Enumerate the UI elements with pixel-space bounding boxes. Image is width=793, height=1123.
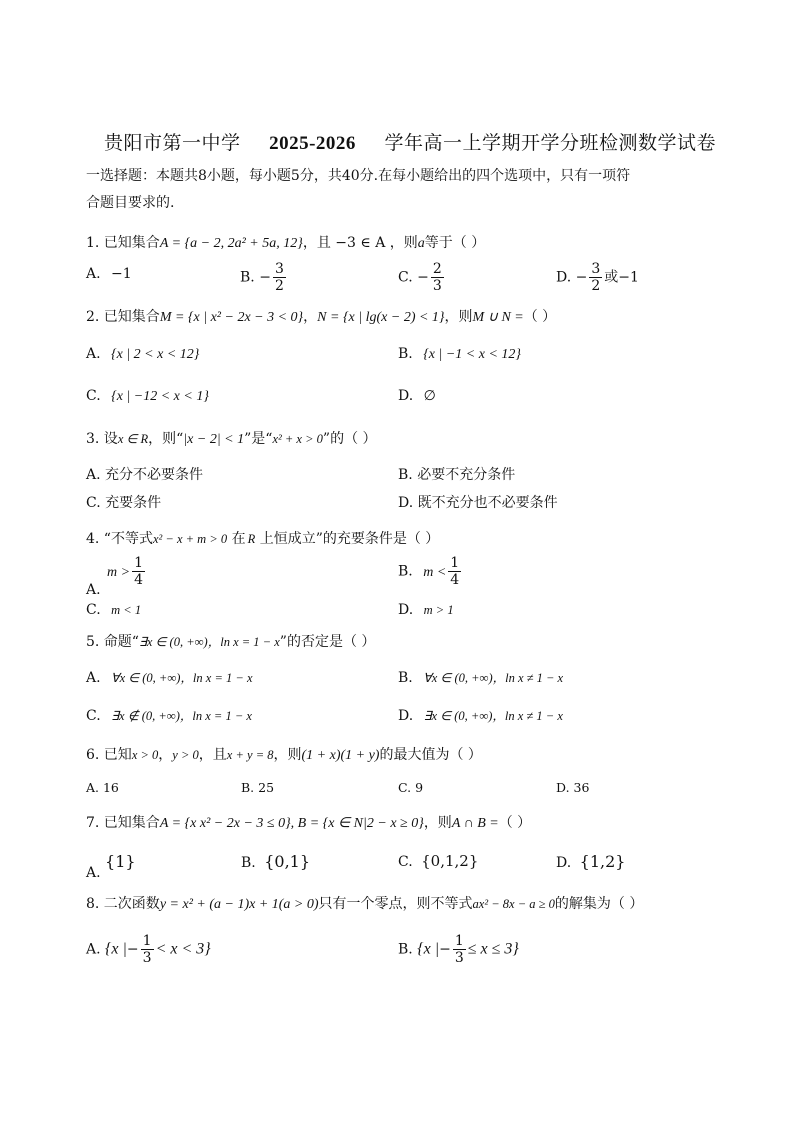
q8-b-num: 1 — [454, 933, 464, 949]
instructions-line1: 一选择题：本题共8小题，每小题5分，共40分.在每小题给出的四个选项中，只有一项符 — [86, 168, 631, 184]
q1-b-label: B. — [240, 269, 255, 286]
q7-suffix: （ ） — [498, 815, 532, 831]
q8-a-open: {x | — [105, 940, 127, 958]
q7-expr2: A ∩ B = — [451, 816, 499, 831]
q2-prefix: 2. 已知集合 — [86, 309, 160, 325]
question-2 — [86, 306, 556, 326]
q4-mid: 在 — [231, 531, 246, 547]
q5-suffix: ”的否定是（ ） — [279, 634, 376, 650]
q4-b-num: 1 — [450, 555, 460, 571]
q1-d-den: 2 — [591, 278, 601, 294]
q7-prefix: 7. 已知集合 — [86, 815, 160, 831]
q7-a-label: A. — [86, 865, 101, 881]
q1-b-den: 2 — [274, 278, 284, 294]
q8-expr: y = x² + (a − 1)x + 1(a > 0) — [159, 897, 319, 912]
q7-option-c[interactable] — [398, 852, 478, 870]
q1-c-label: C. — [398, 269, 413, 286]
q6-e2: y > 0 — [172, 748, 199, 762]
q1-set: A = {a − 2, 2a² + 5a, 12} — [159, 236, 303, 251]
q5-c-label: C. — [86, 708, 101, 724]
q7-d-label: D. — [556, 855, 572, 871]
q8-prefix: 8. 二次函数 — [86, 896, 160, 912]
q5-b-label: B. — [398, 670, 413, 686]
q7-a-value: {1} — [105, 852, 136, 871]
q6-prefix: 6. 已知 — [86, 747, 132, 763]
q7-mid: ，则 — [423, 815, 452, 831]
q1-c-num: 2 — [432, 261, 442, 277]
q8-expr2: ax² − 8x − a ≥ 0 — [472, 897, 555, 911]
q1-c-sign: − — [417, 269, 429, 286]
q2-d-value: ∅ — [423, 388, 436, 404]
q8-b-den: 3 — [454, 950, 464, 966]
q2-c-label: C. — [86, 388, 101, 404]
q7-c-label: C. — [398, 854, 413, 870]
q6-e3: x + y = 8 — [226, 748, 274, 762]
q3-option-b[interactable]: B. 必要不充分条件 — [398, 467, 516, 483]
q1-c-den: 3 — [432, 278, 442, 294]
q4-expr: x² − x + m > 0 — [152, 532, 228, 546]
q8-a-tail: < x < 3} — [155, 940, 211, 958]
question-4 — [86, 528, 439, 548]
q3-suffix: ”的（ ） — [322, 431, 377, 447]
q8-option-b[interactable] — [398, 934, 519, 965]
title-rest: 学年高一上学期开学分班检测数学试卷 — [384, 132, 716, 154]
title-school: 贵阳市第一中学 — [104, 132, 241, 154]
q8-b-open: {x | — [417, 940, 440, 958]
q7-option-b[interactable] — [241, 852, 310, 871]
q1-d-num: 3 — [591, 261, 601, 277]
q4-c-label: C. — [86, 602, 101, 618]
q5-d-label: D. — [398, 708, 414, 724]
question-8 — [86, 893, 643, 913]
q4-d-label: D. — [398, 602, 414, 618]
q6-option-c[interactable]: C. 9 — [398, 780, 424, 795]
q8-a-sign: − — [126, 941, 139, 958]
instructions-line2: 合题目要求的. — [86, 195, 175, 211]
q6-suffix: 的最大值为（ ） — [379, 747, 482, 763]
question-6 — [86, 744, 482, 764]
q1-option-b[interactable] — [240, 262, 288, 293]
q2-c-value: {x | −12 < x < 1} — [111, 389, 209, 404]
page-title — [104, 128, 716, 155]
q5-option-b[interactable] — [398, 668, 563, 686]
q4-option-a[interactable] — [86, 555, 147, 598]
q4-option-c[interactable] — [86, 602, 141, 618]
q6-e1: x > 0 — [131, 748, 159, 762]
q1-option-a[interactable] — [86, 266, 132, 282]
q3-prefix: 3. 设 — [86, 431, 118, 447]
q3-option-a[interactable]: A. 充分不必要条件 — [86, 467, 204, 483]
q3-cond: x ∈ R — [117, 432, 149, 446]
q3-option-c[interactable]: C. 充要条件 — [86, 495, 162, 511]
q1-option-c[interactable] — [398, 262, 446, 293]
q4-r: R — [247, 532, 256, 546]
q1-b-sign: − — [259, 269, 271, 286]
q8-suffix: 的解集为（ ） — [554, 896, 644, 912]
q6-option-a[interactable]: A. 16 — [86, 780, 119, 795]
q5-b-value: ∀x ∈ (0, +∞)，ln x ≠ 1 − x — [423, 671, 564, 685]
q2-option-d[interactable] — [398, 388, 436, 404]
q8-a-num: 1 — [142, 933, 152, 949]
q6-option-d[interactable]: D. 36 — [556, 780, 590, 795]
q8-b-sign: − — [439, 941, 451, 958]
q5-d-value: ∃x ∈ (0, +∞)，ln x ≠ 1 − x — [423, 709, 563, 723]
q6-option-b[interactable]: B. 25 — [241, 780, 275, 795]
q1-d-sign: − — [575, 269, 588, 286]
q4-a-pre: m > — [107, 564, 131, 580]
q5-c-value: ∃x ∉ (0, +∞)，ln x = 1 − x — [111, 709, 252, 723]
question-5 — [86, 631, 375, 651]
q6-mid: ，且 — [198, 747, 227, 763]
q8-mid: 只有一个零点，则不等式 — [318, 896, 473, 912]
q2-d-label: D. — [398, 388, 414, 404]
q7-d-value: {1,2} — [579, 852, 626, 871]
q7-c-value: {0,1,2} — [421, 852, 479, 870]
q7-b-value: {0,1} — [264, 852, 311, 871]
q4-a-num: 1 — [134, 555, 143, 571]
q1-d-tail: 或−1 — [604, 269, 639, 286]
q5-a-label: A. — [86, 670, 101, 686]
q5-option-a[interactable] — [86, 668, 253, 686]
q5-expr: ∃x ∈ (0, +∞)，ln x = 1 − x — [138, 635, 280, 649]
question-3 — [86, 428, 377, 448]
q2-option-b[interactable] — [398, 346, 521, 363]
q3-option-d[interactable]: D. 既不充分也不必要条件 — [398, 495, 558, 511]
q1-prefix: 1. 已知集合 — [86, 235, 160, 251]
q7-option-a[interactable] — [86, 852, 136, 881]
q1-var: a — [417, 236, 425, 251]
q4-b-den: 4 — [450, 572, 460, 588]
q1-b-num: 3 — [274, 261, 284, 277]
q8-b-tail: ≤ x ≤ 3} — [467, 940, 519, 958]
q6-sep: ， — [158, 747, 173, 763]
q3-expr2: x² + x > 0 — [272, 432, 323, 446]
q1-a-label: A. — [86, 266, 101, 282]
q2-n-set: N = {x | lg(x − 2) < 1} — [317, 310, 445, 325]
q2-expr: M ∪ N = — [472, 310, 524, 325]
q4-a-label: A. — [86, 581, 101, 598]
q2-sep: ， — [303, 309, 318, 325]
q1-option-d[interactable] — [556, 262, 639, 293]
q2-option-a[interactable] — [86, 346, 199, 363]
q5-option-d[interactable] — [398, 706, 563, 724]
q1-mid: ，且 −3 ∈ A ，则 — [302, 235, 418, 251]
q2-a-label: A. — [86, 346, 101, 362]
q2-suffix: （ ） — [523, 309, 557, 325]
q3-mid1: ，则“ — [148, 431, 184, 447]
q5-prefix: 5. 命题“ — [86, 634, 139, 650]
q4-option-b[interactable] — [398, 556, 463, 587]
q2-b-label: B. — [398, 346, 413, 362]
q2-option-c[interactable] — [86, 388, 209, 405]
q1-a-value: −1 — [111, 266, 132, 282]
q3-expr1: |x − 2| < 1 — [183, 432, 245, 447]
q7-option-d[interactable] — [556, 852, 625, 871]
q2-a-value: {x | 2 < x < 12} — [111, 347, 200, 362]
title-year: 2025-2026 — [269, 133, 356, 154]
q2-m-set: M = {x | x² − 2x − 3 < 0} — [159, 310, 304, 325]
q4-b-pre: m < — [423, 564, 447, 580]
q8-a-label: A. — [86, 941, 101, 958]
q4-c-value: m < 1 — [111, 603, 142, 617]
q4-option-d[interactable] — [398, 602, 454, 618]
q8-option-a[interactable] — [86, 934, 211, 965]
q6-e4: (1 + x)(1 + y) — [301, 748, 380, 763]
q5-a-value: ∀x ∈ (0, +∞)，ln x = 1 − x — [111, 671, 253, 685]
q4-d-value: m > 1 — [423, 603, 454, 617]
q7-expr: A = {x x² − 2x − 3 ≤ 0}, B = {x ∈ N|2 − x ≥ 0} — [159, 816, 424, 831]
q4-b-label: B. — [398, 563, 413, 580]
q1-d-label: D. — [556, 269, 572, 286]
q2-mid: ，则 — [444, 309, 473, 325]
q4-prefix: 4. “不等式 — [86, 531, 153, 547]
q8-b-label: B. — [398, 941, 413, 958]
q3-mid2: ”是“ — [244, 431, 273, 447]
q8-a-den: 3 — [142, 950, 152, 966]
q1-suffix: 等于（ ） — [424, 235, 486, 251]
q2-b-value: {x | −1 < x < 12} — [423, 347, 522, 362]
q5-option-c[interactable] — [86, 706, 252, 724]
question-1 — [86, 232, 485, 252]
q7-b-label: B. — [241, 855, 256, 871]
q4-suffix: 上恒成立”的充要条件是（ ） — [259, 531, 440, 547]
question-7 — [86, 812, 531, 832]
q6-mid2: ，则 — [273, 747, 302, 763]
q4-a-den: 4 — [134, 572, 143, 588]
